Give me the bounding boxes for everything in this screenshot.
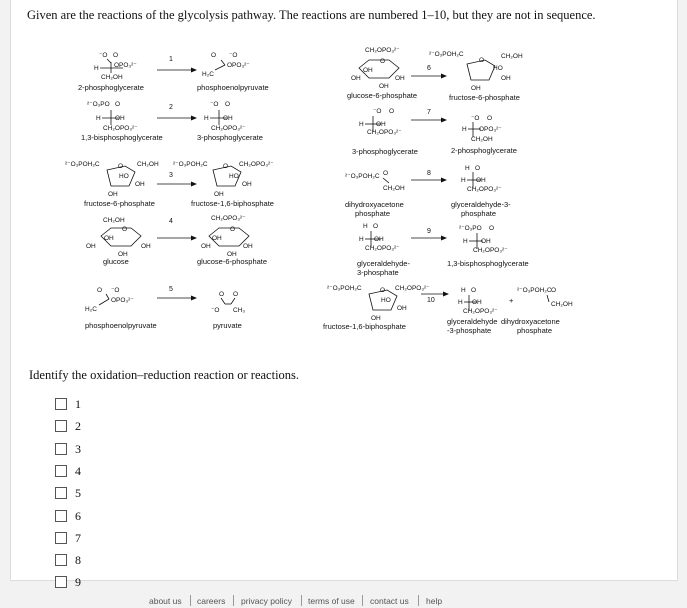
o-frag: O [380, 58, 386, 65]
checkbox[interactable] [55, 487, 67, 499]
plus-sign: + [509, 296, 514, 305]
ch2opo3-frag: CH₂OPO₃²⁻ [463, 308, 498, 315]
o-frag: O [211, 52, 217, 59]
ch2oh-frag: CH₂OH [137, 161, 159, 168]
oh-frag: OH [351, 75, 361, 82]
option-1[interactable] [55, 396, 81, 412]
r4-substrate-label: glucose [103, 257, 129, 266]
h-frag: H [96, 115, 101, 122]
reaction-6 [347, 47, 523, 102]
r6-number: 6 [427, 65, 431, 72]
oh-frag: OH [374, 236, 384, 243]
ominus-frag: ⁻O [99, 52, 108, 59]
footer-link-about-us[interactable]: about us [149, 596, 182, 606]
footer [0, 596, 687, 608]
opo3-frag: OPO₃²⁻ [227, 62, 250, 69]
oh-frag: OH [118, 251, 128, 258]
r9-substrate-label-1: glyceraldehyde- [357, 259, 410, 268]
h-frag: H [461, 287, 466, 294]
h-frag: H [94, 65, 99, 72]
ch2opo3-frag: CH₂OPO₃²⁻ [211, 125, 246, 132]
ho-frag: HO [381, 297, 391, 304]
r9-product-label: 1,3-bisphosphoglycerate [447, 259, 529, 268]
r10-product-1-line-2: -3-phosphate [447, 326, 492, 335]
o-frag: O [225, 101, 231, 108]
o-frag: O [233, 291, 239, 298]
ch2oh-frag: CH₂OH [103, 217, 125, 224]
footer-divider [362, 595, 363, 606]
option-label: 3 [75, 441, 81, 456]
checkbox[interactable] [55, 576, 67, 588]
h-frag: H [461, 177, 466, 184]
footer-divider [233, 595, 234, 606]
oh-frag: OH [471, 85, 481, 92]
r10-substrate-label: fructose-1,6-biphosphate [323, 322, 406, 331]
o3poh2c-frag: ²⁻O₃POH₂C [173, 161, 208, 168]
option-7[interactable] [55, 530, 81, 546]
ch2opo3-frag: CH₂OPO₃²⁻ [473, 247, 508, 254]
option-label: 9 [75, 574, 81, 589]
h-frag: H [363, 223, 368, 230]
option-label: 1 [75, 396, 81, 411]
o-frag: O [380, 287, 386, 294]
r9-substrate-label-2: 3-phosphate [357, 268, 399, 277]
o-frag: O [475, 165, 481, 172]
checkbox[interactable] [55, 465, 67, 477]
o-frag: O [373, 223, 379, 230]
ominus-frag: ⁻O [211, 307, 220, 314]
oh-frag: OH [212, 235, 222, 242]
o3poh2c-frag: ²⁻O₃POH₂C [517, 287, 552, 294]
o-frag: O [551, 287, 557, 294]
reaction-1 [78, 52, 269, 92]
ch2opo3-frag: CH₂OPO₃²⁻ [467, 186, 502, 193]
r7-number: 7 [427, 109, 431, 116]
h-frag: H [204, 115, 209, 122]
oh-frag: OH [141, 243, 151, 250]
o3poh2c-frag: ²⁻O₃POH₂C [65, 161, 100, 168]
h2c-frag: H₂C [202, 71, 214, 78]
h-frag: H [458, 299, 463, 306]
o-frag: O [487, 115, 493, 122]
oh-frag: OH [501, 75, 511, 82]
reaction-9 [357, 223, 529, 277]
o-frag: O [115, 101, 121, 108]
reaction-5 [85, 286, 245, 330]
oh-frag: OH [201, 243, 211, 250]
r3-number: 3 [169, 172, 173, 179]
reaction-7 [352, 108, 517, 156]
o-frag: O [230, 226, 236, 233]
ho-frag: HO [119, 173, 129, 180]
ch2oh-frag: CH₂OH [471, 136, 493, 143]
footer-link-careers[interactable]: careers [197, 596, 226, 606]
footer-link-help[interactable]: help [426, 596, 443, 606]
r1-product-label: phosphoenolpyruvate [197, 83, 269, 92]
oh-frag: OH [214, 191, 224, 198]
ominus-frag: ⁻O [471, 115, 480, 122]
ch2opo3-frag: CH₂OPO₃²⁻ [103, 125, 138, 132]
o-frag: O [97, 287, 103, 294]
oh-frag: OH [472, 299, 482, 306]
glycolysis-reactions-diagram [11, 0, 677, 345]
ho-frag: HO [229, 173, 239, 180]
o-frag: O [383, 170, 389, 177]
r3-substrate-label: fructose-6-phosphate [84, 199, 155, 208]
option-label: 5 [75, 485, 81, 500]
option-8[interactable] [55, 552, 81, 568]
ch2oh-frag: CH₂OH [383, 185, 405, 192]
r8-product-label-1: glyceraldehyde-3- [451, 200, 511, 209]
o3po-frag: ²⁻O₃PO [87, 101, 110, 108]
o3po-frag: ²⁻O₃PO [459, 225, 482, 232]
r1-number: 1 [169, 56, 173, 63]
o3poh2c-frag: ²⁻O₃POH₂C [345, 173, 380, 180]
ch2opo3-frag: CH₂OPO₃²⁻ [365, 245, 400, 252]
footer-divider [301, 595, 302, 606]
oh-frag: OH [481, 238, 491, 245]
question-card [10, 0, 678, 589]
footer-divider [190, 595, 191, 606]
r10-product-2-line-2: phosphate [517, 326, 553, 335]
r5-number: 5 [169, 286, 173, 293]
footer-link-contact-us[interactable]: contact us [370, 596, 409, 606]
o-frag: O [122, 226, 128, 233]
o-frag: O [471, 287, 477, 294]
ch2opo3-frag: CH₂OPO₃²⁻ [395, 285, 430, 292]
o-frag: O [479, 57, 485, 64]
oh-frag: OH [227, 251, 237, 258]
opo3-frag: OPO₃²⁻ [479, 126, 502, 133]
o3poh2c-frag: ²⁻O₃POH₂C [327, 285, 362, 292]
ch2oh-frag: CH₂OH [501, 53, 523, 60]
footer-link-privacy-policy[interactable]: privacy policy [241, 596, 293, 606]
r10-number: 10 [427, 297, 435, 304]
o3poh2c-frag: ²⁻O₃POH₂C [429, 51, 464, 58]
oh-frag: OH [379, 83, 389, 90]
oh-frag: OH [223, 115, 233, 122]
o-frag: O [489, 225, 495, 232]
footer-divider [418, 595, 419, 606]
r3-product-label: fructose-1,6-biphosphate [191, 199, 274, 208]
ominus-frag: ⁻O [111, 287, 120, 294]
ch2opo3-frag: CH₂OPO₃²⁻ [367, 129, 402, 136]
oh-frag: OH [243, 243, 253, 250]
oh-frag: OH [115, 115, 125, 122]
oh-frag: OH [104, 235, 114, 242]
h2c-frag: H₂C [85, 306, 97, 313]
h-frag: H [463, 238, 468, 245]
option-label: 7 [75, 530, 81, 545]
reaction-10 [323, 285, 573, 335]
reaction-3 [65, 161, 274, 208]
r5-product-label: pyruvate [213, 321, 242, 330]
ominus-frag: ⁻O [373, 108, 382, 115]
reaction-2 [81, 101, 263, 142]
r10-product-2-line-1: dihydroxyacetone [501, 317, 560, 326]
option-label: 6 [75, 508, 81, 523]
r8-substrate-label-1: dihydroxyacetone [345, 200, 404, 209]
r4-product-label: glucose-6-phosphate [197, 257, 268, 266]
r5-substrate-label: phosphoenolpyruvate [85, 321, 157, 330]
ch2opo3-frag: CH₂OPO₃²⁻ [365, 47, 400, 54]
r6-product-label: fructose-6-phosphate [449, 93, 520, 102]
r8-substrate-label-2: phosphate [355, 209, 391, 218]
oh-frag: OH [371, 315, 381, 322]
option-5[interactable] [55, 485, 81, 501]
r9-number: 9 [427, 228, 431, 235]
reaction-8 [345, 165, 511, 218]
r4-number: 4 [169, 218, 173, 225]
r7-product-label: 2-phosphoglycerate [451, 146, 517, 155]
option-4[interactable] [55, 463, 81, 479]
ch2opo3-frag: CH₂OPO₃²⁻ [239, 161, 274, 168]
oh-frag: OH [135, 181, 145, 188]
question-text: Given are the reactions of the glycolysis pathway. The reactions are numbered 1–10, but they are not in sequence. [27, 8, 596, 22]
h-frag: H [465, 165, 470, 172]
r1-substrate-label: 2-phosphoglycerate [78, 83, 144, 92]
opo3-frag: OPO₃²⁻ [111, 297, 134, 304]
ominus-frag: ⁻O [229, 52, 238, 59]
ch2opo3-frag: CH₂OPO₃²⁻ [211, 215, 246, 222]
r10-product-1-line-1: glyceraldehyde [447, 317, 498, 326]
oh-frag: OH [108, 191, 118, 198]
r2-number: 2 [169, 104, 173, 111]
option-6[interactable] [55, 508, 81, 524]
checkbox[interactable] [55, 510, 67, 522]
ch2oh-frag: CH₂OH [551, 301, 573, 308]
oh-frag: OH [363, 67, 373, 74]
h-frag: H [462, 126, 467, 133]
o-frag: O [118, 163, 124, 170]
ch3-frag: CH₃ [233, 307, 246, 314]
o-frag: O [219, 291, 225, 298]
oh-frag: OH [395, 75, 405, 82]
ch2oh-frag: CH₂OH [101, 74, 123, 81]
o-frag: O [113, 52, 119, 59]
option-label: 4 [75, 463, 81, 478]
r8-product-label-2: phosphate [461, 209, 497, 218]
option-3[interactable] [55, 441, 81, 457]
option-9[interactable] [55, 574, 81, 590]
prompt-text: Identify the oxidation–reduction reaction or reactions. [29, 368, 300, 382]
ho-frag: HO [493, 65, 503, 72]
reaction-4 [86, 215, 267, 266]
r6-substrate-label: glucose-6-phosphate [347, 91, 418, 100]
checkbox[interactable] [55, 420, 67, 432]
checkbox[interactable] [55, 532, 67, 544]
r7-substrate-label: 3-phosphoglycerate [352, 147, 418, 156]
oh-frag: OH [242, 181, 252, 188]
option-label: 2 [75, 418, 81, 433]
ominus-frag: ⁻O [210, 101, 219, 108]
r8-number: 8 [427, 170, 431, 177]
h-frag: H [359, 236, 364, 243]
oh-frag: OH [86, 243, 96, 250]
r2-substrate-label: 1,3-bisphosphoglycerate [81, 133, 163, 142]
footer-link-terms-of-use[interactable]: terms of use [308, 596, 355, 606]
oh-frag: OH [397, 305, 407, 312]
oh-frag: OH [376, 121, 386, 128]
oh-frag: OH [476, 177, 486, 184]
checkbox[interactable] [55, 554, 67, 566]
r2-product-label: 3-phosphoglycerate [197, 133, 263, 142]
option-2[interactable] [55, 418, 81, 434]
checkbox[interactable] [55, 398, 67, 410]
checkbox[interactable] [55, 443, 67, 455]
o-frag: O [223, 163, 229, 170]
option-label: 8 [75, 552, 81, 567]
h-frag: H [359, 121, 364, 128]
o-frag: O [389, 108, 395, 115]
opo3-frag: OPO₃²⁻ [114, 62, 137, 69]
